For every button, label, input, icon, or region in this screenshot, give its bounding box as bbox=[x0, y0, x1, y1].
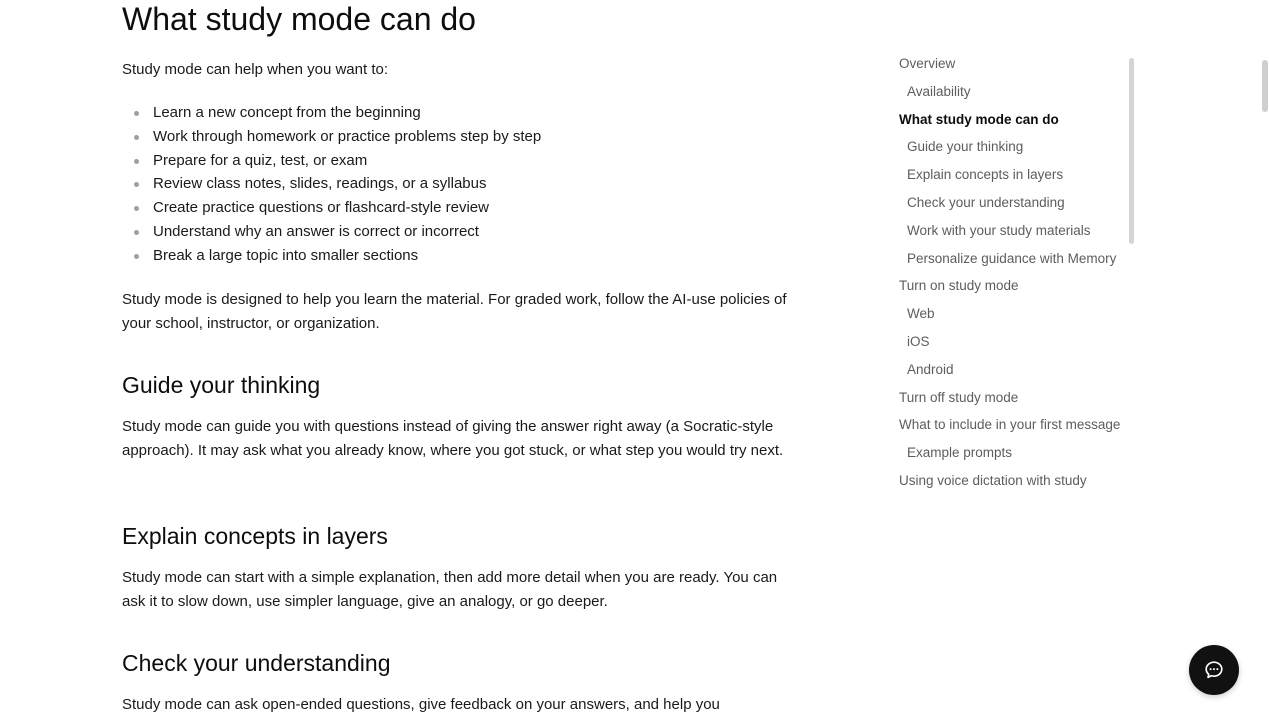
policy-note-paragraph: Study mode is designed to help you learn the material. For graded work, follow the AI-use policies of your school, instructor, or organization. bbox=[122, 291, 787, 332]
bullet-dot-icon bbox=[134, 111, 139, 116]
page-title: What study mode can do bbox=[122, 1, 476, 37]
bullet-dot-icon bbox=[134, 135, 139, 140]
section-body-explain-concepts: Study mode can start with a simple explanation, then add more detail when you are ready. You can ask it to slow down, use simpler language, give an analogy, or go deeper. bbox=[122, 569, 778, 610]
toc-item-check-understanding[interactable]: Check your understanding bbox=[907, 194, 1065, 210]
toc-item-turn-off[interactable]: Turn off study mode bbox=[899, 389, 1019, 405]
page-scrollbar[interactable] bbox=[1262, 60, 1268, 112]
toc-item-overview[interactable]: Overview bbox=[899, 56, 956, 71]
toc-item-ios[interactable]: iOS bbox=[907, 333, 930, 349]
section-heading-explain-concepts: Explain concepts in layers bbox=[122, 523, 388, 549]
toc-item-personalize-memory[interactable]: Personalize guidance with Memory bbox=[907, 250, 1117, 266]
list-item: Understand why an answer is correct or incorrect bbox=[122, 220, 541, 244]
toc-item-android[interactable]: Android bbox=[907, 361, 954, 377]
toc-item-web[interactable]: Web bbox=[907, 306, 935, 322]
bullet-dot-icon bbox=[134, 182, 139, 187]
toc-item-turn-on[interactable]: Turn on study mode bbox=[899, 278, 1019, 294]
bullet-dot-icon bbox=[134, 159, 139, 164]
section-body-guide-your-thinking: Study mode can guide you with questions instead of giving the answer right away (a Socratic-style approach). It may ask what you already know, where you got stuck, or what step you would try next. bbox=[122, 418, 784, 459]
section-heading-guide-your-thinking: Guide your thinking bbox=[122, 372, 321, 398]
toc-item-first-message[interactable]: What to include in your first message bbox=[899, 417, 1121, 433]
table-of-contents bbox=[899, 54, 1127, 499]
toc-item-voice-dictation[interactable]: Using voice dictation with study bbox=[899, 472, 1087, 488]
toc-item-explain-concepts[interactable]: Explain concepts in layers bbox=[907, 167, 1064, 183]
toc-item-availability[interactable]: Availability bbox=[907, 83, 971, 99]
section-body-check-understanding: Study mode can ask open-ended questions, give feedback on your answers, and help you bbox=[122, 696, 720, 713]
toc-item-guide-your-thinking[interactable]: Guide your thinking bbox=[907, 139, 1024, 155]
bullet-dot-icon bbox=[134, 254, 139, 259]
list-item: Prepare for a quiz, test, or exam bbox=[122, 149, 541, 173]
list-item: Review class notes, slides, readings, or a syllabus bbox=[122, 172, 541, 196]
chat-bubble-icon bbox=[1203, 659, 1225, 681]
intro-paragraph: Study mode can help when you want to: bbox=[122, 61, 389, 78]
toc-scrollbar[interactable] bbox=[1129, 58, 1134, 244]
list-item: Create practice questions or flashcard-style review bbox=[122, 196, 541, 220]
chat-button[interactable] bbox=[1189, 645, 1239, 695]
toc-item-what-study-mode-can-do[interactable]: What study mode can do bbox=[899, 111, 1059, 127]
bullet-dot-icon bbox=[134, 230, 139, 235]
bullet-dot-icon bbox=[134, 206, 139, 211]
toc-item-example-prompts[interactable]: Example prompts bbox=[907, 445, 1013, 461]
list-item: Work through homework or practice problems step by step bbox=[122, 125, 541, 149]
toc-item-study-materials[interactable]: Work with your study materials bbox=[907, 222, 1091, 238]
list-item: Learn a new concept from the beginning bbox=[122, 101, 541, 125]
section-heading-check-understanding: Check your understanding bbox=[122, 650, 391, 676]
use-case-list bbox=[122, 101, 541, 268]
list-item: Break a large topic into smaller sections bbox=[122, 244, 541, 268]
